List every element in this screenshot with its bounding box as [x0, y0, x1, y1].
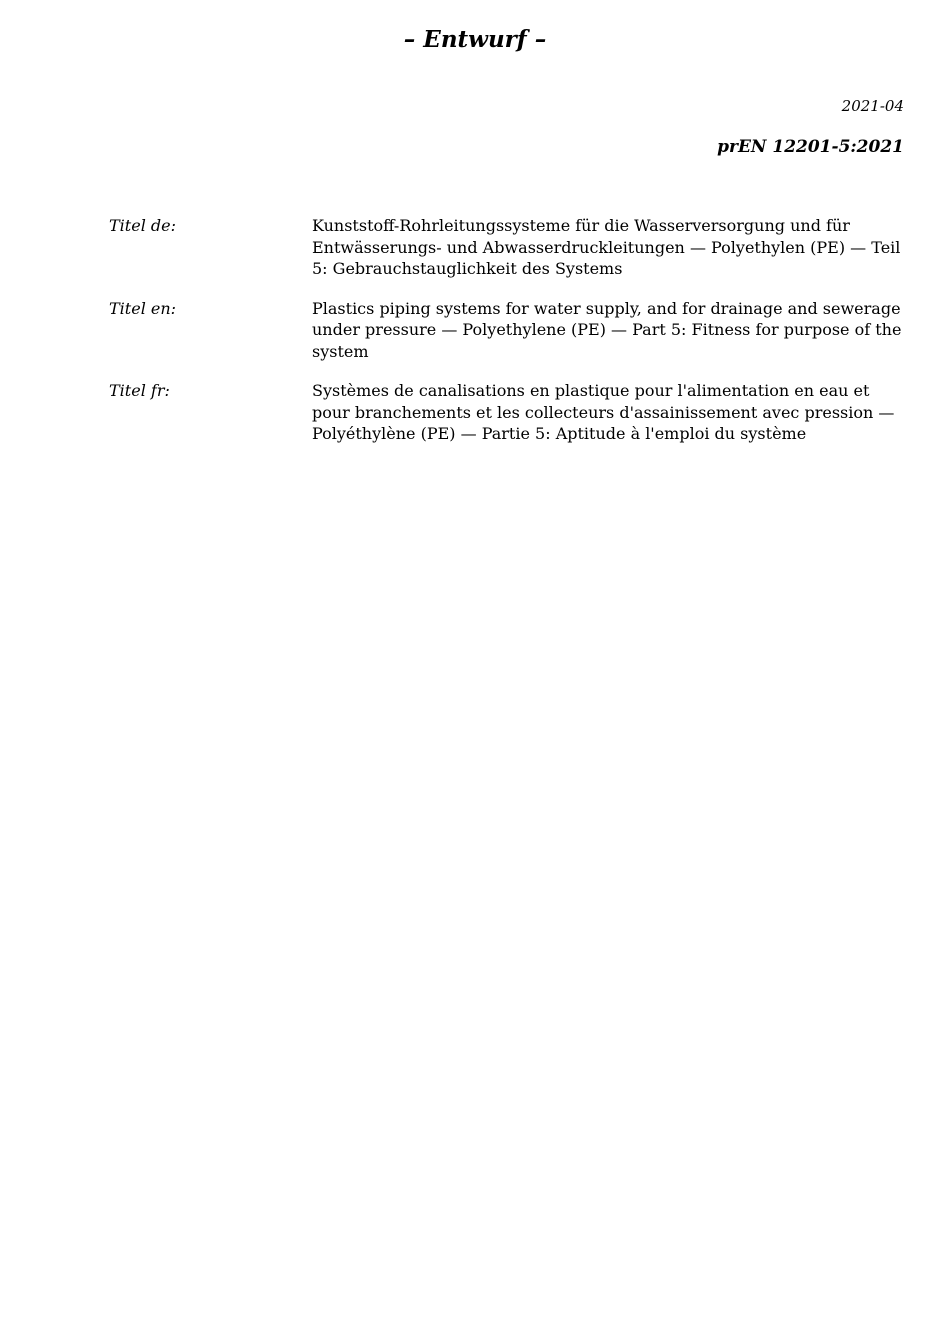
document-number: prEN 12201-5:2021: [717, 137, 904, 157]
title-row-fr: [109, 380, 904, 445]
title-row-en: [109, 298, 904, 363]
title-label-de: Titel de:: [109, 216, 176, 235]
title-text-de: Kunststoff-Rohrleitungssysteme für die Wasserversorgung und für Entwässerungs- und Abwasserdruckleitungen — Polyethylen (PE) — Teil 5: Gebrauchstauglichkeit des Systems: [312, 216, 901, 278]
title-label-en: Titel en:: [109, 298, 177, 318]
draft-header: – Entwurf –: [403, 26, 547, 53]
title-text-en: Plastics piping systems for water supply, and for drainage and sewerage under pressure — Polyethylene (PE) — Part 5: Fitness for purpose of the system: [312, 298, 902, 361]
title-text-fr: Systèmes de canalisations en plastique pour l'alimentation en eau et pour branchements et les collecteurs d'assainissement avec pression — Polyéthylène (PE) — Partie 5: Aptitude à l'emploi du système: [312, 381, 895, 443]
document-date: 2021-04: [841, 97, 904, 115]
title-row-de: [109, 215, 904, 280]
title-list: [109, 215, 904, 463]
title-label-fr: Titel fr:: [109, 381, 170, 400]
